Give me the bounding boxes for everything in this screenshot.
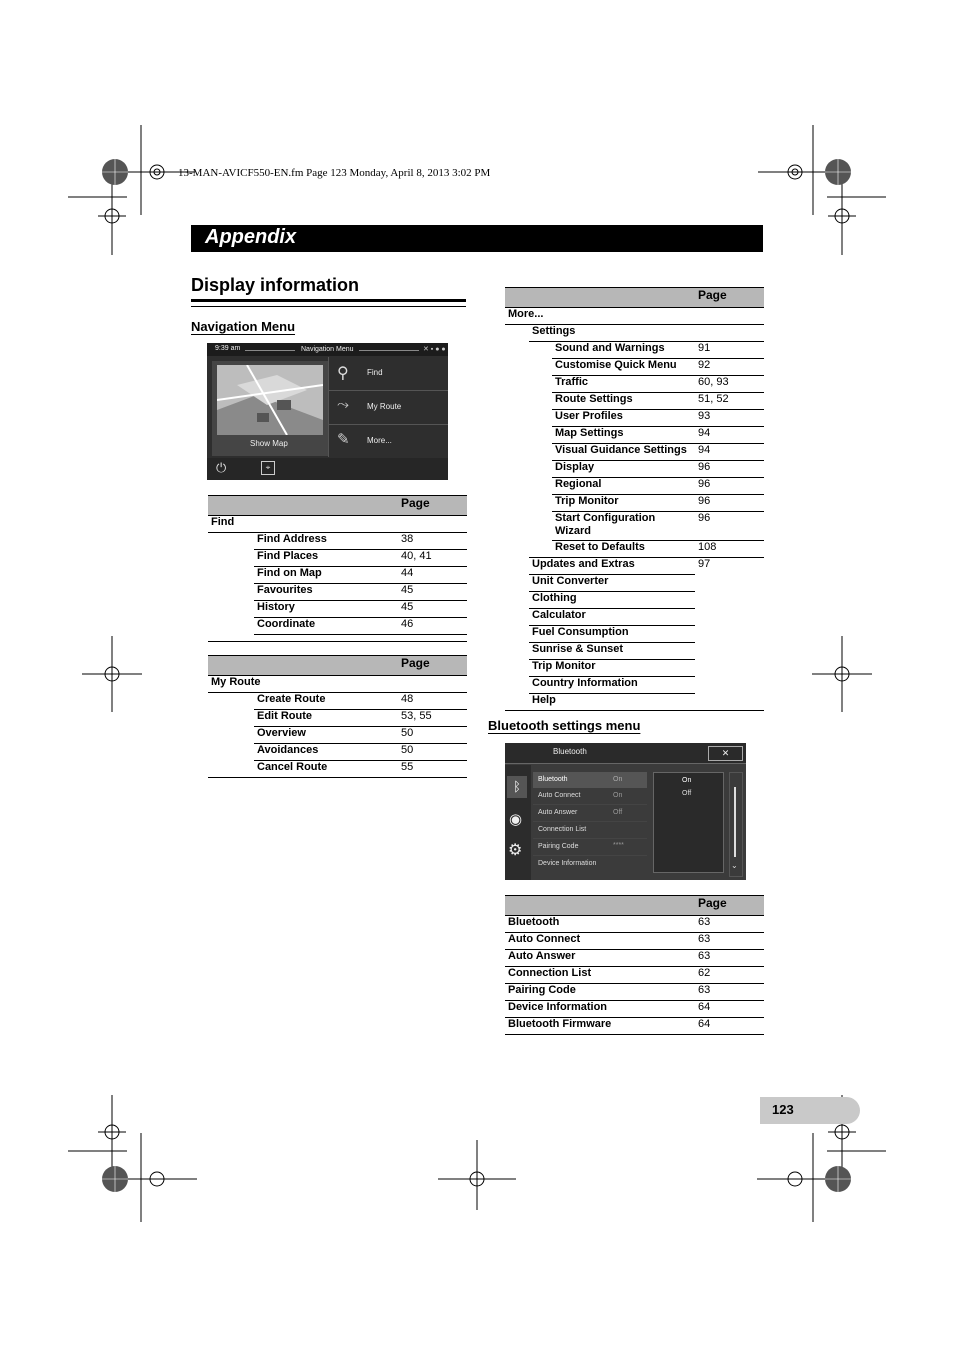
table-row-label: Find Places [254,550,398,567]
table-row-page: 64 [695,1001,764,1018]
table-row-page: 94 [695,427,764,444]
table-row-page: 96 [695,495,764,512]
bt-setting-connection-list[interactable] [533,822,647,839]
table-row-page: 63 [695,916,764,933]
table-row-label: Favourites [254,584,398,601]
table-row-label: History [254,601,398,618]
title-rule [191,299,466,307]
setting-label: Auto Connect [538,792,581,799]
screen-title: Navigation Menu [301,346,354,353]
gear-icon[interactable]: ⚙ [508,842,523,859]
table-row-label: Customise Quick Menu [552,359,695,376]
setting-label: Device Information [538,860,597,867]
table-row-page: 94 [695,444,764,461]
bt-setting-bluetooth[interactable] [533,772,647,788]
table-row-label: Calculator [529,609,695,626]
power-icon[interactable]: ⏻ [216,460,227,475]
bt-setting-device-information[interactable] [533,856,647,872]
nav-menu-heading: Navigation Menu [191,319,296,334]
chevron-down-icon[interactable]: ⌄ [731,861,738,870]
bt-setting-auto-connect[interactable] [533,788,647,805]
table-row-page: 96 [695,461,764,478]
table-row-label: Find on Map [254,567,398,584]
bt-options-panel [653,772,724,873]
setting-value: On [613,792,623,799]
more-table [505,287,764,711]
table-row-page: 45 [398,601,467,618]
table-row-page: 63 [695,950,764,967]
table-row-page: 60, 93 [695,376,764,393]
route-icon: ⤳ [337,396,350,413]
table-row-label: Trip Monitor [552,495,695,512]
table-row-page: 45 [398,584,467,601]
map-thumbnail [217,365,323,435]
table-row-page: 40, 41 [398,550,467,567]
page-number-badge [760,1097,860,1124]
more-icon: ✎ [337,431,350,448]
table-row-label: Sunrise & Sunset [529,643,695,660]
page-column-header: Page [398,656,467,676]
table-row-page: 55 [398,761,467,778]
table-row-label: Cancel Route [254,761,398,778]
my-route-table [208,655,467,778]
table-row-label: Reset to Defaults [552,541,695,558]
setting-value: **** [613,842,624,849]
table-row-label: Country Information [529,677,695,694]
table-row-label: Avoidances [254,744,398,761]
close-icon[interactable]: ✕ [708,746,743,761]
page-title: Display information [191,275,360,295]
my-route-label: My Route [367,402,402,411]
table-row-page: 51, 52 [695,393,764,410]
table-row-label: Unit Converter [529,575,695,592]
find-label: Find [367,368,383,377]
scroll-thumb[interactable] [734,787,736,857]
table-row-page: 108 [695,541,764,558]
table-row-label: Trip Monitor [529,660,695,677]
setting-value: Off [613,809,623,816]
table-row-label: Display [552,461,695,478]
clock: 9:39 am [215,345,241,352]
setting-value: On [613,776,623,783]
disc-icon[interactable]: ◉ [509,811,523,828]
table-row-page: 93 [695,410,764,427]
table-row-page: 53, 55 [398,710,467,727]
page-column-header: Page [695,288,764,308]
table-row-page: 50 [398,727,467,744]
table-row-page: 63 [695,984,764,1001]
table-row-label: Bluetooth Firmware [505,1018,695,1035]
bluetooth-icon[interactable]: ᛒ [507,776,527,798]
setting-label: Pairing Code [538,843,579,850]
bt-settings-list [533,772,647,872]
more-item[interactable] [329,425,448,458]
table-row-page: 50 [398,744,467,761]
table-row-page: 64 [695,1018,764,1035]
table-row-label: Clothing [529,592,695,609]
table-row-page: 48 [398,693,467,710]
setting-label: Connection List [538,826,587,833]
subgroup-label: Settings [529,325,764,342]
magnifier-icon: ⚲ [337,365,349,382]
table-row-label: Connection List [505,967,695,984]
table-row-label: Bluetooth [505,916,695,933]
table-row-label: Auto Connect [505,933,695,950]
table-row-page: 44 [398,567,467,584]
table-row-label: User Profiles [552,410,695,427]
bluetooth-menu-heading: Bluetooth settings menu [488,718,641,733]
my-route-item[interactable] [329,391,448,425]
banner-title: Appendix [205,226,297,248]
more-label: More... [367,436,392,445]
bt-screen-title: Bluetooth [553,747,587,756]
table-row-page: 63 [695,933,764,950]
show-map-tile[interactable] [212,361,328,456]
bluetooth-screenshot [505,743,746,880]
table-row-label: Start Configuration Wizard [552,512,695,541]
table-row-label: Overview [254,727,398,744]
map-view-icon[interactable]: ⌖ [261,461,275,475]
table-row-label: Pairing Code [505,984,695,1001]
bt-setting-pairing-code[interactable] [533,839,647,856]
setting-label: Auto Answer [538,809,578,816]
table-row-page: 91 [695,342,764,359]
table-row-label: Help [529,694,695,711]
table-row-page: 62 [695,967,764,984]
table-row-label: Traffic [552,376,695,393]
navigation-menu-screenshot [207,343,448,480]
scrollbar[interactable] [729,772,743,877]
table-row-label: Visual Guidance Settings [552,444,695,461]
group-label: Find [208,516,467,533]
table-row-label: Updates and Extras [529,558,695,575]
table-row-label: Map Settings [552,427,695,444]
show-map-label: Show Map [250,439,288,448]
table-row-label: Edit Route [254,710,398,727]
status-icons: ✕ ▪ ● ● [423,346,446,353]
table-row-label: Find Address [254,533,398,550]
table-row-page: 97 [698,558,711,570]
table-row-label: Device Information [505,1001,695,1018]
find-item[interactable] [329,357,448,391]
group-label: More... [505,308,764,325]
group-label: My Route [208,676,467,693]
table-row-page: 38 [398,533,467,550]
table-row-label: Route Settings [552,393,695,410]
table-row-label: Auto Answer [505,950,695,967]
option-on[interactable]: On [682,777,692,784]
page-number: 123 [772,1102,794,1117]
bt-setting-auto-answer[interactable] [533,805,647,822]
table-row-page: 46 [398,618,467,635]
page-column-header: Page [398,496,467,516]
table-row-label: Create Route [254,693,398,710]
find-table [208,495,467,642]
table-row-label: Sound and Warnings [552,342,695,359]
setting-label: Bluetooth [538,776,568,783]
table-row-page: 92 [695,359,764,376]
table-row-label: Coordinate [254,618,398,635]
table-row-label: Fuel Consumption [529,626,695,643]
bluetooth-table [505,895,764,1035]
file-line: 13-MAN-AVICF550-EN.fm Page 123 Monday, April 8, 2013 3:02 PM [178,167,491,179]
page-column-header: Page [695,896,764,916]
table-row-page: 96 [695,478,764,495]
table-row-label: Regional [552,478,695,495]
option-off[interactable]: Off [682,790,692,797]
table-row-page: 96 [695,512,764,541]
appendix-banner [191,225,763,252]
